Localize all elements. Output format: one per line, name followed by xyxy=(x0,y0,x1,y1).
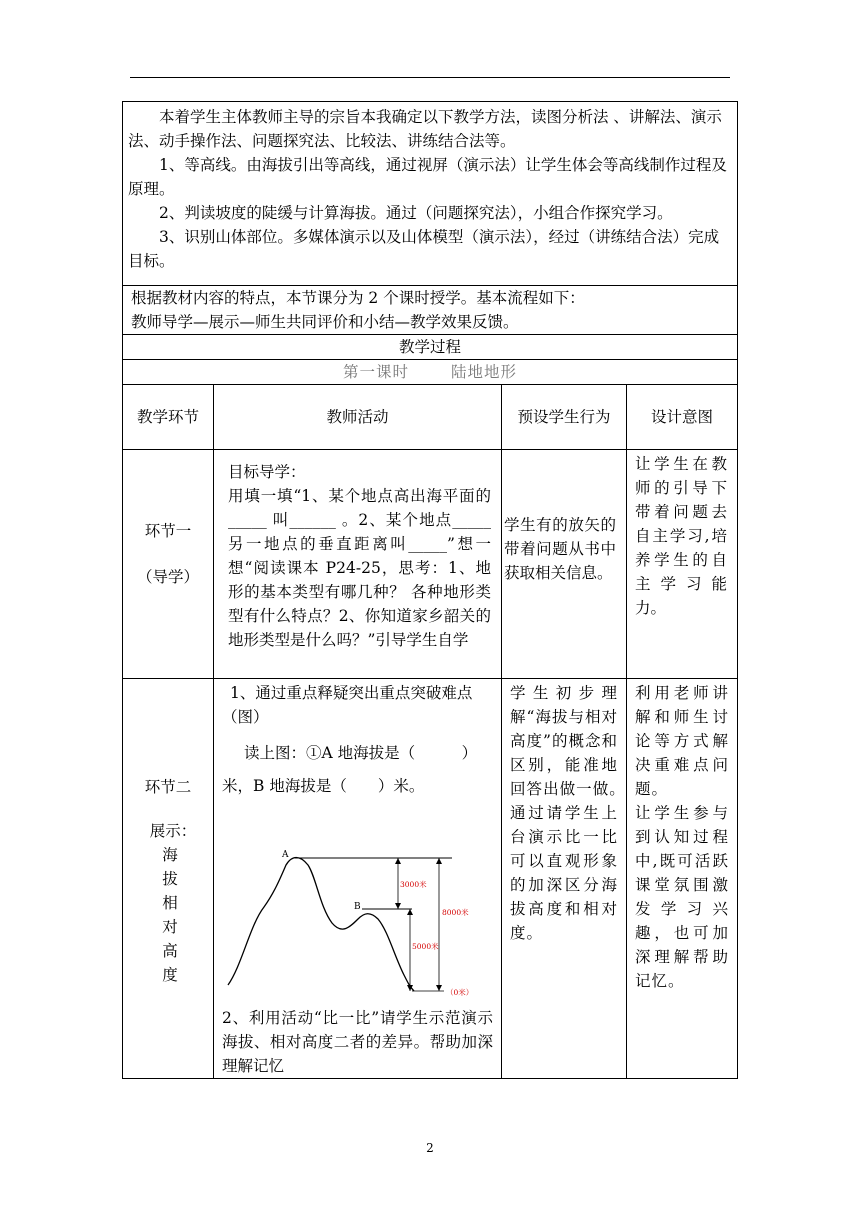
flow-line-2: 教师导学—展示—师生共同评价和小结—教学效果反馈。 xyxy=(131,313,519,331)
stage-1-subtitle: （导学） xyxy=(136,568,199,586)
teaching-methods-cell xyxy=(123,102,738,286)
stage-2-subtitle: 展示： xyxy=(149,822,197,840)
method-mountain: 3、识别山体部位。多媒体演示以及山体模型（演示法），经过（讲练结合法）完成目标。 xyxy=(128,228,720,270)
page-number: 2 xyxy=(426,1141,434,1155)
header-stage: 教学环节 xyxy=(123,385,214,450)
stage-2-teacher-activity xyxy=(214,679,502,1079)
stage-1-teacher-activity xyxy=(214,450,502,679)
stage-2-char: 拔 xyxy=(162,870,178,888)
stage-1-design-intent xyxy=(627,450,738,679)
lesson-topic: 陆地地形 xyxy=(451,363,518,381)
stage-1-intent-text: 让学生在教师的引导下带着问题去自主学习,培养学生的自主学习能力。 xyxy=(635,455,727,617)
flow-line-1: 根据教材内容的特点，本节课分为 2 个课时授学。基本流程如下： xyxy=(131,289,585,307)
stage-2-student-behavior xyxy=(502,679,635,1079)
stage-2-char: 海 xyxy=(162,846,178,864)
arrow-head xyxy=(436,985,442,991)
stage-2-char: 度 xyxy=(162,966,178,984)
label-8000: 8000米 xyxy=(442,908,469,917)
method-contour: 1、等高线。由海拔引出等高线，通过视屏（演示法）让学生体会等高线制作过程及原理。 xyxy=(128,156,727,198)
arrow-head xyxy=(407,909,413,915)
point-a-label: A xyxy=(282,850,289,860)
lesson-period-row xyxy=(123,360,738,385)
header-teacher-activity: 教师活动 xyxy=(214,385,502,450)
stage-2-char: 高 xyxy=(162,942,178,960)
stage-2-teacher-question: 读上图：①A 地海拔是（ ）米，B 地海拔是（ ）米。 xyxy=(222,744,478,795)
stage-1-cell xyxy=(123,450,214,679)
header-design-intent: 设计意图 xyxy=(627,385,738,450)
stage-2-char: 相 xyxy=(162,894,178,912)
header-student-behavior: 预设学生行为 xyxy=(502,385,627,450)
altitude-diagram xyxy=(222,815,492,1000)
flow-cell xyxy=(123,286,738,335)
stage-2-name: 环节二 xyxy=(144,778,192,796)
lesson-plan-table xyxy=(122,101,738,1079)
lesson-period: 第一课时 xyxy=(342,363,409,381)
stage-1-student-behavior xyxy=(502,450,627,679)
stage-2-intent-text: 利用老师讲解和师生讨论等方式解决重难点问题。 让学生参与到认知过程中,既可活跃课堂氛围激发学习兴趣，也可加深理解帮助记忆。 xyxy=(635,684,729,990)
stage-2-teacher-point-2: 2、利用活动“比一比”请学生示范演示海拔、相对高度二者的差异。帮助加深理解记忆 xyxy=(222,1009,493,1075)
method-slope: 2、判读坡度的陡缓与计算海拔。通过（问题探究法），小组合作探究学习。 xyxy=(159,204,673,222)
stage-1-teacher-text: 目标导学： 用填一填“1、某个地点高出海平面的_____ 叫______ 。2、某个地点_____另一地点的垂直距离叫_____”想一想“阅读课本 P24-25，思考：1、地形的基本类型有哪几种？ 各种地形类型有什么特点？2、你知道家乡韶关的地形类型是什么吗？”引导学生自学 xyxy=(228,463,491,649)
label-0: （0米） xyxy=(446,988,474,997)
label-3000: 3000米 xyxy=(400,880,427,889)
stage-2-char: 对 xyxy=(162,918,178,936)
arrow-head xyxy=(395,903,401,909)
stage-2-vertical-title xyxy=(123,843,213,987)
arrow-head xyxy=(395,858,401,864)
methods-paragraph: 本着学生主体教师主导的宗旨本我确定以下教学方法，读图分析法 、讲解法、演示法、动手操作法、问题探究法、比较法、讲练结合法等。 xyxy=(128,108,722,150)
stage-2-student-text: 学生初步理解“海拔与相对高度”的概念和区别，能准地回答出做一做。 通过请学生上台演示比一比可以直观形象的加深区分海拔高度和相对度。 xyxy=(510,684,635,942)
point-b-label: B xyxy=(354,902,361,912)
stage-2-teacher-point-1: 1、通过重点释疑突出重点突破难点（图） xyxy=(222,684,473,726)
arrow-head xyxy=(436,858,442,864)
label-5000: 5000米 xyxy=(412,942,439,951)
header-rule xyxy=(130,77,730,78)
process-title: 教学过程 xyxy=(123,335,738,360)
stage-2-design-intent xyxy=(627,679,738,1079)
stage-1-student-text: 学生有的放矢的带着问题从书中获取相关信息。 xyxy=(504,516,616,582)
lesson-plan-page xyxy=(122,101,737,1079)
stage-1-name: 环节一 xyxy=(144,522,192,540)
mountain-profile xyxy=(228,858,414,992)
stage-2-cell xyxy=(123,679,214,1079)
